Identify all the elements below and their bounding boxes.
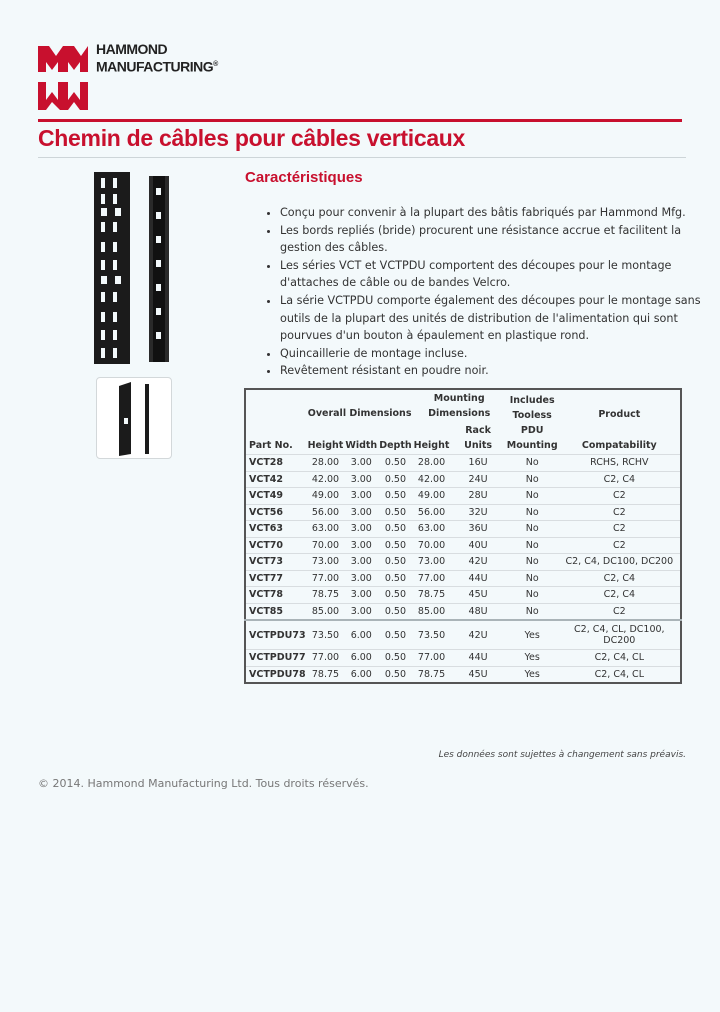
cell-compat: C2 [559, 488, 681, 505]
cell-width: 3.00 [344, 504, 378, 521]
cell-compat: C2, C4, DC100, DC200 [559, 554, 681, 571]
cell-depth: 0.50 [378, 521, 412, 538]
header-overall-dimensions: Overall Dimensions [307, 408, 412, 419]
cell-depth: 0.50 [378, 488, 412, 505]
brand-line-1: HAMMOND [96, 41, 168, 57]
cell-part: VCT78 [245, 587, 307, 604]
table-row [245, 666, 681, 683]
cell-width: 3.00 [344, 521, 378, 538]
cell-width: 6.00 [344, 620, 378, 650]
cell-mheight: 70.00 [413, 537, 451, 554]
product-image [93, 172, 183, 364]
cell-width: 3.00 [344, 603, 378, 620]
cell-height: 70.00 [307, 537, 345, 554]
table-row [245, 587, 681, 604]
cell-compat: RCHS, RCHV [559, 455, 681, 472]
cell-depth: 0.50 [378, 471, 412, 488]
cell-units: 42U [450, 620, 505, 650]
cell-compat: C2, C4 [559, 570, 681, 587]
cell-depth: 0.50 [378, 587, 412, 604]
cell-mheight: 49.00 [413, 488, 451, 505]
cell-mheight: 28.00 [413, 455, 451, 472]
cell-part: VCT42 [245, 471, 307, 488]
title-underline [38, 157, 686, 158]
header-depth: Depth [379, 440, 412, 451]
header-tooless-line-1: Includes [509, 395, 555, 406]
feature-item: • Les bords repliés (bride) procurent une résistance accrue et facilitent la gestion des câbles. [280, 222, 712, 257]
header-tooless-line-3: PDU [520, 425, 544, 436]
feature-item: • Revêtement résistant en poudre noir. [280, 362, 712, 380]
cell-depth: 0.50 [378, 537, 412, 554]
cell-height: 78.75 [307, 587, 345, 604]
brand-line-2: MANUFACTURING [96, 58, 214, 75]
cell-height: 63.00 [307, 521, 345, 538]
cell-mheight: 77.00 [413, 650, 451, 667]
cell-part: VCT85 [245, 603, 307, 620]
cell-depth: 0.50 [378, 620, 412, 650]
header-product-line-2: Compatability [581, 440, 657, 451]
brand-registered: ® [213, 61, 218, 68]
cell-width: 3.00 [344, 537, 378, 554]
cell-pdu: No [506, 455, 559, 472]
cell-height: 77.00 [307, 650, 345, 667]
cell-width: 3.00 [344, 488, 378, 505]
cell-part: VCT77 [245, 570, 307, 587]
cell-height: 73.50 [307, 620, 345, 650]
table-row [245, 554, 681, 571]
cell-units: 48U [450, 603, 505, 620]
cell-compat: C2 [559, 537, 681, 554]
cell-units: 40U [450, 537, 505, 554]
title-rule [38, 119, 682, 122]
cell-depth: 0.50 [378, 666, 412, 683]
page-title: Chemin de câbles pour câbles verticaux [38, 125, 466, 151]
cell-height: 28.00 [307, 455, 345, 472]
table-row [245, 603, 681, 620]
header-tooless-line-4: Mounting [506, 440, 558, 451]
cell-height: 77.00 [307, 570, 345, 587]
cell-units: 32U [450, 504, 505, 521]
cell-depth: 0.50 [378, 504, 412, 521]
features-heading: Caractéristiques [245, 169, 363, 186]
cell-compat: C2 [559, 521, 681, 538]
cell-pdu: No [506, 537, 559, 554]
cell-part: VCT49 [245, 488, 307, 505]
cell-pdu: No [506, 554, 559, 571]
cell-part: VCTPDU78 [245, 666, 307, 683]
cell-pdu: No [506, 488, 559, 505]
cell-pdu: No [506, 521, 559, 538]
cell-width: 3.00 [344, 554, 378, 571]
brand-name [96, 42, 218, 75]
table-row [245, 537, 681, 554]
features-list [262, 204, 712, 380]
cell-mheight: 42.00 [413, 471, 451, 488]
feature-item: • La série VCTPDU comporte également des découpes pour le montage sans outils de la plupart des unités de distribution de l'alimentation qui sont pourvues d'un bouton à épaulement en plastique rond. [280, 292, 712, 345]
header-rack-units: Rack Units [464, 425, 493, 451]
table-row [245, 455, 681, 472]
copyright: © 2014. Hammond Manufacturing Ltd. Tous droits réservés. [38, 777, 369, 790]
cell-width: 3.00 [344, 570, 378, 587]
feature-item: • Quincaillerie de montage incluse. [280, 345, 712, 363]
cell-units: 36U [450, 521, 505, 538]
product-thumbnail[interactable] [96, 377, 172, 459]
cell-width: 3.00 [344, 587, 378, 604]
cell-mheight: 77.00 [413, 570, 451, 587]
cell-height: 85.00 [307, 603, 345, 620]
header-mounting-dimensions [413, 389, 506, 422]
cell-width: 3.00 [344, 471, 378, 488]
cell-width: 6.00 [344, 650, 378, 667]
cell-compat: C2, C4, CL [559, 666, 681, 683]
cell-pdu: No [506, 504, 559, 521]
cell-pdu: No [506, 587, 559, 604]
cell-height: 49.00 [307, 488, 345, 505]
table-row [245, 650, 681, 667]
header-height: Height [307, 440, 344, 451]
cell-pdu: Yes [506, 650, 559, 667]
cell-part: VCT73 [245, 554, 307, 571]
cell-units: 24U [450, 471, 505, 488]
cell-units: 44U [450, 650, 505, 667]
disclaimer-note: Les données sont sujettes à changement sans préavis. [438, 750, 686, 760]
header-tooless-line-2: Tooless [512, 410, 552, 421]
cell-part: VCT70 [245, 537, 307, 554]
table-row [245, 488, 681, 505]
table-row [245, 471, 681, 488]
header-mount-height: Height [413, 440, 450, 451]
cell-mheight: 56.00 [413, 504, 451, 521]
cell-part: VCTPDU73 [245, 620, 307, 650]
cell-compat: C2, C4 [559, 587, 681, 604]
cell-mheight: 63.00 [413, 521, 451, 538]
cell-mheight: 85.00 [413, 603, 451, 620]
cell-part: VCT56 [245, 504, 307, 521]
cell-part: VCTPDU77 [245, 650, 307, 667]
cell-part: VCT63 [245, 521, 307, 538]
header-product-line-1: Product [598, 409, 641, 420]
cell-height: 42.00 [307, 471, 345, 488]
header-tooless-pdu [506, 389, 559, 455]
header-spacer [245, 389, 307, 422]
header-mounting-line-2: Dimensions [428, 408, 491, 419]
cell-pdu: Yes [506, 620, 559, 650]
feature-item: • Les séries VCT et VCTPDU comportent des découpes pour le montage d'attaches de câble ou de bandes Velcro. [280, 257, 712, 292]
table-row [245, 504, 681, 521]
cell-mheight: 73.00 [413, 554, 451, 571]
cell-mheight: 78.75 [413, 587, 451, 604]
cell-depth: 0.50 [378, 455, 412, 472]
cell-depth: 0.50 [378, 603, 412, 620]
cell-part: VCT28 [245, 455, 307, 472]
cell-width: 6.00 [344, 666, 378, 683]
header-part-no: Part No. [249, 440, 293, 451]
cell-compat: C2 [559, 504, 681, 521]
table-row [245, 570, 681, 587]
cell-units: 45U [450, 587, 505, 604]
cell-compat: C2, C4, CL [559, 650, 681, 667]
cell-units: 44U [450, 570, 505, 587]
cell-height: 73.00 [307, 554, 345, 571]
table-row [245, 521, 681, 538]
table-row [245, 620, 681, 650]
cell-mheight: 78.75 [413, 666, 451, 683]
cell-height: 78.75 [307, 666, 345, 683]
cell-units: 42U [450, 554, 505, 571]
cell-pdu: No [506, 570, 559, 587]
cell-units: 16U [450, 455, 505, 472]
cell-pdu: Yes [506, 666, 559, 683]
cell-width: 3.00 [344, 455, 378, 472]
hammond-logo [38, 42, 88, 112]
header-product-compat [559, 389, 681, 455]
cell-pdu: No [506, 471, 559, 488]
header-width: Width [345, 440, 378, 451]
specifications-table [244, 388, 682, 684]
cell-mheight: 73.50 [413, 620, 451, 650]
cell-compat: C2 [559, 603, 681, 620]
cell-compat: C2, C4, CL, DC100, DC200 [559, 620, 681, 650]
feature-item: • Conçu pour convenir à la plupart des bâtis fabriqués par Hammond Mfg. [280, 204, 712, 222]
cell-pdu: No [506, 603, 559, 620]
cell-units: 28U [450, 488, 505, 505]
header-mounting-line-1: Mounting [433, 393, 485, 404]
cell-units: 45U [450, 666, 505, 683]
cell-compat: C2, C4 [559, 471, 681, 488]
cell-height: 56.00 [307, 504, 345, 521]
cell-depth: 0.50 [378, 570, 412, 587]
thumbnail-image [97, 378, 171, 458]
cell-depth: 0.50 [378, 554, 412, 571]
cell-depth: 0.50 [378, 650, 412, 667]
